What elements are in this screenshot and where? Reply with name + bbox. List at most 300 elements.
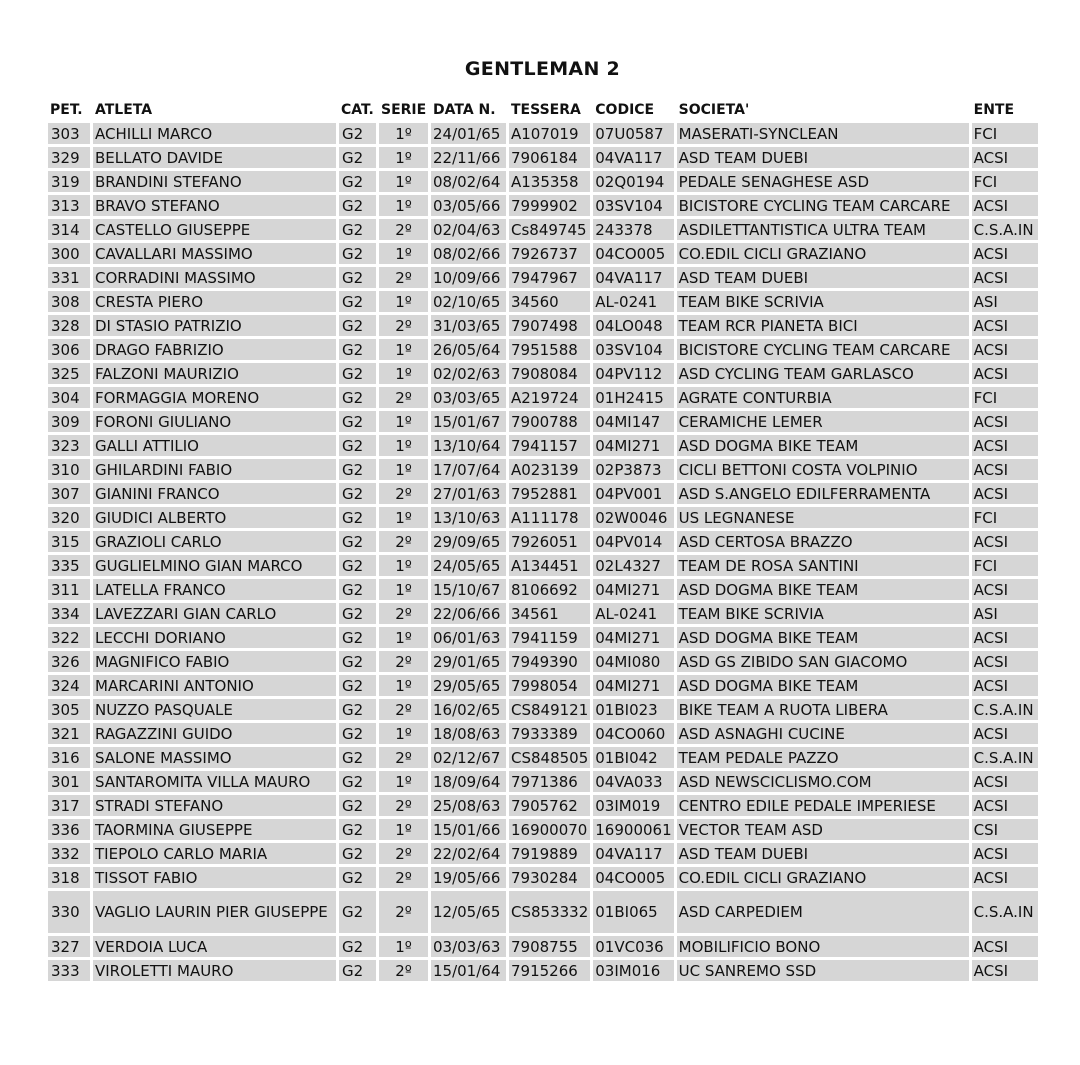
header-atleta: ATLETA [95, 102, 153, 118]
cell-pet: 332 [48, 843, 93, 864]
cell-ente: ACSI [972, 771, 1038, 792]
cell-pet: 335 [48, 555, 93, 576]
cell-data: 26/05/64 [431, 339, 509, 360]
cell-atleta: VAGLIO LAURIN PIER GIUSEPPE [93, 891, 339, 933]
cell-tessera: Cs849745 [509, 219, 593, 240]
cell-pet: 329 [48, 147, 93, 168]
cell-pet: 314 [48, 219, 93, 240]
cell-data: 15/10/67 [431, 579, 509, 600]
cell-pet: 333 [48, 960, 93, 981]
cell-data: 16/02/65 [431, 699, 509, 720]
cell-societa: ASD CYCLING TEAM GARLASCO [677, 363, 972, 384]
cell-serie: 1º [379, 936, 431, 957]
cell-societa: AGRATE CONTURBIA [677, 387, 972, 408]
cell-codice: 04PV014 [593, 531, 676, 552]
cell-data: 29/01/65 [431, 651, 509, 672]
cell-pet: 327 [48, 936, 93, 957]
cell-societa: ASD NEWSCICLISMO.COM [677, 771, 972, 792]
cell-codice: 02P3873 [593, 459, 676, 480]
cell-pet: 331 [48, 267, 93, 288]
cell-codice: 04PV001 [593, 483, 676, 504]
cell-ente: ACSI [972, 339, 1038, 360]
cell-serie: 2º [379, 795, 431, 816]
cell-cat: G2 [339, 603, 379, 624]
cell-atleta: SANTAROMITA VILLA MAURO [93, 771, 339, 792]
cell-serie: 1º [379, 675, 431, 696]
cell-atleta: GUGLIELMINO GIAN MARCO [93, 555, 339, 576]
cell-pet: 320 [48, 507, 93, 528]
cell-data: 31/03/65 [431, 315, 509, 336]
table-row [48, 291, 1038, 312]
cell-societa: CO.EDIL CICLI GRAZIANO [677, 243, 972, 264]
cell-atleta: DI STASIO PATRIZIO [93, 315, 339, 336]
cell-codice: 04VA033 [593, 771, 676, 792]
cell-data: 08/02/66 [431, 243, 509, 264]
cell-ente: C.S.A.IN [972, 891, 1038, 933]
cell-cat: G2 [339, 627, 379, 648]
cell-ente: ACSI [972, 459, 1038, 480]
cell-data: 27/01/63 [431, 483, 509, 504]
cell-serie: 2º [379, 960, 431, 981]
header-codice: CODICE [595, 102, 655, 118]
table-row [48, 195, 1038, 216]
cell-cat: G2 [339, 147, 379, 168]
cell-data: 17/07/64 [431, 459, 509, 480]
cell-codice: 01BI042 [593, 747, 676, 768]
cell-tessera: 8106692 [509, 579, 593, 600]
cell-tessera: A219724 [509, 387, 593, 408]
cell-ente: C.S.A.IN [972, 747, 1038, 768]
cell-codice: 01BI023 [593, 699, 676, 720]
cell-pet: 310 [48, 459, 93, 480]
cell-cat: G2 [339, 579, 379, 600]
cell-ente: ACSI [972, 531, 1038, 552]
cell-codice: 01BI065 [593, 891, 676, 933]
cell-pet: 308 [48, 291, 93, 312]
cell-codice: 04CO060 [593, 723, 676, 744]
cell-serie: 2º [379, 267, 431, 288]
cell-pet: 315 [48, 531, 93, 552]
cell-atleta: LECCHI DORIANO [93, 627, 339, 648]
cell-data: 22/02/64 [431, 843, 509, 864]
table-row [48, 219, 1038, 240]
cell-pet: 304 [48, 387, 93, 408]
results-table [48, 97, 1038, 984]
cell-serie: 1º [379, 507, 431, 528]
cell-data: 08/02/64 [431, 171, 509, 192]
cell-cat: G2 [339, 195, 379, 216]
cell-atleta: CORRADINI MASSIMO [93, 267, 339, 288]
cell-societa: ASD CARPEDIEM [677, 891, 972, 933]
cell-cat: G2 [339, 387, 379, 408]
cell-ente: ACSI [972, 843, 1038, 864]
cell-codice: 04MI271 [593, 675, 676, 696]
cell-atleta: VIROLETTI MAURO [93, 960, 339, 981]
cell-tessera: 34561 [509, 603, 593, 624]
table-row [48, 960, 1038, 981]
cell-codice: 04VA117 [593, 147, 676, 168]
cell-codice: 243378 [593, 219, 676, 240]
cell-cat: G2 [339, 747, 379, 768]
cell-serie: 1º [379, 459, 431, 480]
table-row [48, 795, 1038, 816]
cell-atleta: SALONE MASSIMO [93, 747, 339, 768]
cell-atleta: GIUDICI ALBERTO [93, 507, 339, 528]
cell-serie: 2º [379, 843, 431, 864]
cell-ente: ACSI [972, 723, 1038, 744]
cell-pet: 311 [48, 579, 93, 600]
header-societa: SOCIETA' [678, 102, 750, 118]
cell-ente: ACSI [972, 147, 1038, 168]
cell-atleta: BELLATO DAVIDE [93, 147, 339, 168]
cell-serie: 1º [379, 339, 431, 360]
cell-tessera: 7930284 [509, 867, 593, 888]
cell-atleta: MAGNIFICO FABIO [93, 651, 339, 672]
cell-societa: TEAM BIKE SCRIVIA [677, 603, 972, 624]
cell-ente: C.S.A.IN [972, 699, 1038, 720]
cell-ente: FCI [972, 555, 1038, 576]
cell-pet: 313 [48, 195, 93, 216]
cell-societa: ASD DOGMA BIKE TEAM [677, 579, 972, 600]
header-row [48, 100, 1038, 120]
cell-societa: PEDALE SENAGHESE ASD [677, 171, 972, 192]
cell-tessera: 7908084 [509, 363, 593, 384]
cell-pet: 301 [48, 771, 93, 792]
header-pet: PET. [50, 102, 83, 118]
cell-ente: FCI [972, 171, 1038, 192]
cell-pet: 326 [48, 651, 93, 672]
cell-cat: G2 [339, 483, 379, 504]
cell-societa: ASD ASNAGHI CUCINE [677, 723, 972, 744]
cell-atleta: BRANDINI STEFANO [93, 171, 339, 192]
cell-ente: ACSI [972, 960, 1038, 981]
cell-atleta: NUZZO PASQUALE [93, 699, 339, 720]
cell-societa: CENTRO EDILE PEDALE IMPERIESE [677, 795, 972, 816]
cell-atleta: MARCARINI ANTONIO [93, 675, 339, 696]
cell-codice: 04PV112 [593, 363, 676, 384]
cell-codice: 02Q0194 [593, 171, 676, 192]
cell-codice: 04CO005 [593, 243, 676, 264]
cell-atleta: DRAGO FABRIZIO [93, 339, 339, 360]
cell-cat: G2 [339, 267, 379, 288]
cell-serie: 1º [379, 123, 431, 144]
cell-pet: 305 [48, 699, 93, 720]
cell-data: 10/09/66 [431, 267, 509, 288]
cell-societa: ASD TEAM DUEBI [677, 267, 972, 288]
cell-ente: ACSI [972, 651, 1038, 672]
cell-atleta: GHILARDINI FABIO [93, 459, 339, 480]
table-row [48, 123, 1038, 144]
cell-data: 13/10/63 [431, 507, 509, 528]
cell-ente: C.S.A.IN [972, 219, 1038, 240]
cell-ente: ACSI [972, 195, 1038, 216]
header-data: DATA N. [433, 102, 496, 118]
cell-tessera: 7919889 [509, 843, 593, 864]
cell-societa: CERAMICHE LEMER [677, 411, 972, 432]
cell-tessera: A107019 [509, 123, 593, 144]
cell-pet: 318 [48, 867, 93, 888]
cell-data: 29/05/65 [431, 675, 509, 696]
cell-cat: G2 [339, 411, 379, 432]
cell-pet: 325 [48, 363, 93, 384]
cell-cat: G2 [339, 171, 379, 192]
cell-cat: G2 [339, 867, 379, 888]
table-row [48, 147, 1038, 168]
cell-codice: 04MI080 [593, 651, 676, 672]
table-row [48, 819, 1038, 840]
cell-cat: G2 [339, 675, 379, 696]
cell-cat: G2 [339, 771, 379, 792]
cell-societa: ASD GS ZIBIDO SAN GIACOMO [677, 651, 972, 672]
cell-societa: TEAM BIKE SCRIVIA [677, 291, 972, 312]
cell-ente: ACSI [972, 867, 1038, 888]
table-row [48, 411, 1038, 432]
cell-serie: 1º [379, 243, 431, 264]
cell-serie: 2º [379, 219, 431, 240]
cell-atleta: BRAVO STEFANO [93, 195, 339, 216]
cell-data: 18/08/63 [431, 723, 509, 744]
cell-cat: G2 [339, 459, 379, 480]
cell-serie: 2º [379, 867, 431, 888]
table-row [48, 603, 1038, 624]
cell-tessera: 7926737 [509, 243, 593, 264]
table-row [48, 579, 1038, 600]
cell-data: 15/01/66 [431, 819, 509, 840]
cell-codice: 04MI271 [593, 579, 676, 600]
cell-serie: 1º [379, 195, 431, 216]
cell-codice: 07U0587 [593, 123, 676, 144]
cell-serie: 2º [379, 699, 431, 720]
cell-atleta: FORONI GIULIANO [93, 411, 339, 432]
header-ente: ENTE [973, 102, 1015, 118]
header-serie: SERIE [381, 102, 427, 118]
cell-cat: G2 [339, 699, 379, 720]
cell-tessera: A134451 [509, 555, 593, 576]
cell-data: 03/03/65 [431, 387, 509, 408]
cell-cat: G2 [339, 960, 379, 981]
cell-tessera: 7999902 [509, 195, 593, 216]
cell-tessera: 7907498 [509, 315, 593, 336]
cell-serie: 1º [379, 627, 431, 648]
cell-codice: 04LO048 [593, 315, 676, 336]
cell-data: 18/09/64 [431, 771, 509, 792]
cell-serie: 2º [379, 651, 431, 672]
cell-tessera: A111178 [509, 507, 593, 528]
cell-serie: 2º [379, 387, 431, 408]
table-row [48, 936, 1038, 957]
table-row [48, 675, 1038, 696]
cell-serie: 2º [379, 603, 431, 624]
cell-tessera: CS853332 [509, 891, 593, 933]
cell-pet: 322 [48, 627, 93, 648]
cell-atleta: LATELLA FRANCO [93, 579, 339, 600]
cell-pet: 300 [48, 243, 93, 264]
cell-serie: 2º [379, 315, 431, 336]
cell-codice: 04CO005 [593, 867, 676, 888]
table-row [48, 339, 1038, 360]
cell-societa: TEAM PEDALE PAZZO [677, 747, 972, 768]
cell-data: 06/01/63 [431, 627, 509, 648]
cell-societa: VECTOR TEAM ASD [677, 819, 972, 840]
cell-tessera: 7915266 [509, 960, 593, 981]
cell-societa: ASD TEAM DUEBI [677, 843, 972, 864]
cell-ente: CSI [972, 819, 1038, 840]
cell-ente: ACSI [972, 435, 1038, 456]
cell-cat: G2 [339, 315, 379, 336]
cell-serie: 1º [379, 147, 431, 168]
cell-codice: 04VA117 [593, 843, 676, 864]
cell-codice: 02W0046 [593, 507, 676, 528]
cell-tessera: 7900788 [509, 411, 593, 432]
cell-serie: 2º [379, 891, 431, 933]
cell-atleta: STRADI STEFANO [93, 795, 339, 816]
cell-societa: ASD S.ANGELO EDILFERRAMENTA [677, 483, 972, 504]
cell-tessera: 7926051 [509, 531, 593, 552]
table-row [48, 507, 1038, 528]
cell-codice: 03SV104 [593, 339, 676, 360]
cell-atleta: GALLI ATTILIO [93, 435, 339, 456]
cell-cat: G2 [339, 936, 379, 957]
cell-societa: ASD TEAM DUEBI [677, 147, 972, 168]
cell-ente: ASI [972, 603, 1038, 624]
cell-serie: 1º [379, 555, 431, 576]
cell-tessera: 7933389 [509, 723, 593, 744]
table-row [48, 315, 1038, 336]
cell-data: 02/02/63 [431, 363, 509, 384]
cell-cat: G2 [339, 651, 379, 672]
cell-cat: G2 [339, 219, 379, 240]
cell-data: 19/05/66 [431, 867, 509, 888]
cell-tessera: 7952881 [509, 483, 593, 504]
cell-tessera: 7998054 [509, 675, 593, 696]
cell-tessera: 7906184 [509, 147, 593, 168]
cell-pet: 316 [48, 747, 93, 768]
cell-pet: 334 [48, 603, 93, 624]
cell-societa: US LEGNANESE [677, 507, 972, 528]
table-row [48, 363, 1038, 384]
cell-atleta: FORMAGGIA MORENO [93, 387, 339, 408]
cell-serie: 2º [379, 483, 431, 504]
page-title: GENTLEMAN 2 [464, 58, 621, 80]
cell-ente: ACSI [972, 363, 1038, 384]
cell-societa: ASD DOGMA BIKE TEAM [677, 627, 972, 648]
table-row [48, 699, 1038, 720]
cell-tessera: CS849121 [509, 699, 593, 720]
table-row [48, 267, 1038, 288]
cell-cat: G2 [339, 819, 379, 840]
cell-atleta: TIEPOLO CARLO MARIA [93, 843, 339, 864]
cell-pet: 303 [48, 123, 93, 144]
cell-tessera: 7951588 [509, 339, 593, 360]
cell-ente: FCI [972, 387, 1038, 408]
cell-ente: ACSI [972, 267, 1038, 288]
cell-data: 22/11/66 [431, 147, 509, 168]
table-row [48, 171, 1038, 192]
cell-ente: ACSI [972, 795, 1038, 816]
cell-cat: G2 [339, 435, 379, 456]
cell-serie: 1º [379, 771, 431, 792]
cell-cat: G2 [339, 555, 379, 576]
cell-societa: MASERATI-SYNCLEAN [677, 123, 972, 144]
cell-codice: 01VC036 [593, 936, 676, 957]
cell-data: 22/06/66 [431, 603, 509, 624]
cell-cat: G2 [339, 291, 379, 312]
table-row [48, 843, 1038, 864]
cell-codice: 02L4327 [593, 555, 676, 576]
table-row [48, 435, 1038, 456]
cell-ente: ACSI [972, 675, 1038, 696]
cell-serie: 2º [379, 531, 431, 552]
cell-codice: 03IM019 [593, 795, 676, 816]
cell-data: 02/10/65 [431, 291, 509, 312]
cell-data: 15/01/67 [431, 411, 509, 432]
cell-atleta: TAORMINA GIUSEPPE [93, 819, 339, 840]
header-cat: CAT. [341, 102, 374, 118]
cell-data: 03/05/66 [431, 195, 509, 216]
cell-ente: ACSI [972, 483, 1038, 504]
cell-data: 24/05/65 [431, 555, 509, 576]
cell-societa: BIKE TEAM A RUOTA LIBERA [677, 699, 972, 720]
cell-serie: 1º [379, 579, 431, 600]
cell-cat: G2 [339, 891, 379, 933]
cell-atleta: CASTELLO GIUSEPPE [93, 219, 339, 240]
cell-pet: 321 [48, 723, 93, 744]
cell-codice: 03IM016 [593, 960, 676, 981]
cell-ente: ACSI [972, 411, 1038, 432]
cell-societa: UC SANREMO SSD [677, 960, 972, 981]
cell-codice: 04VA117 [593, 267, 676, 288]
cell-atleta: GRAZIOLI CARLO [93, 531, 339, 552]
table-row [48, 723, 1038, 744]
cell-ente: ACSI [972, 243, 1038, 264]
cell-atleta: TISSOT FABIO [93, 867, 339, 888]
cell-cat: G2 [339, 843, 379, 864]
cell-data: 02/04/63 [431, 219, 509, 240]
cell-atleta: GIANINI FRANCO [93, 483, 339, 504]
header-tessera: TESSERA [511, 102, 581, 118]
cell-cat: G2 [339, 795, 379, 816]
cell-atleta: LAVEZZARI GIAN CARLO [93, 603, 339, 624]
cell-cat: G2 [339, 243, 379, 264]
cell-serie: 1º [379, 819, 431, 840]
cell-serie: 1º [379, 411, 431, 432]
cell-serie: 1º [379, 435, 431, 456]
cell-codice: 03SV104 [593, 195, 676, 216]
cell-data: 15/01/64 [431, 960, 509, 981]
cell-societa: BICISTORE CYCLING TEAM CARCARE [677, 195, 972, 216]
table-row [48, 867, 1038, 888]
cell-pet: 306 [48, 339, 93, 360]
cell-atleta: FALZONI MAURIZIO [93, 363, 339, 384]
table-row [48, 243, 1038, 264]
cell-codice: 04MI147 [593, 411, 676, 432]
cell-codice: 04MI271 [593, 627, 676, 648]
table-row [48, 531, 1038, 552]
cell-pet: 309 [48, 411, 93, 432]
cell-pet: 324 [48, 675, 93, 696]
cell-societa: ASDILETTANTISTICA ULTRA TEAM [677, 219, 972, 240]
table-row [48, 627, 1038, 648]
cell-pet: 319 [48, 171, 93, 192]
cell-cat: G2 [339, 723, 379, 744]
cell-pet: 336 [48, 819, 93, 840]
table-row [48, 387, 1038, 408]
cell-data: 13/10/64 [431, 435, 509, 456]
table-row [48, 555, 1038, 576]
table-row [48, 747, 1038, 768]
cell-atleta: CAVALLARI MASSIMO [93, 243, 339, 264]
cell-tessera: 7908755 [509, 936, 593, 957]
